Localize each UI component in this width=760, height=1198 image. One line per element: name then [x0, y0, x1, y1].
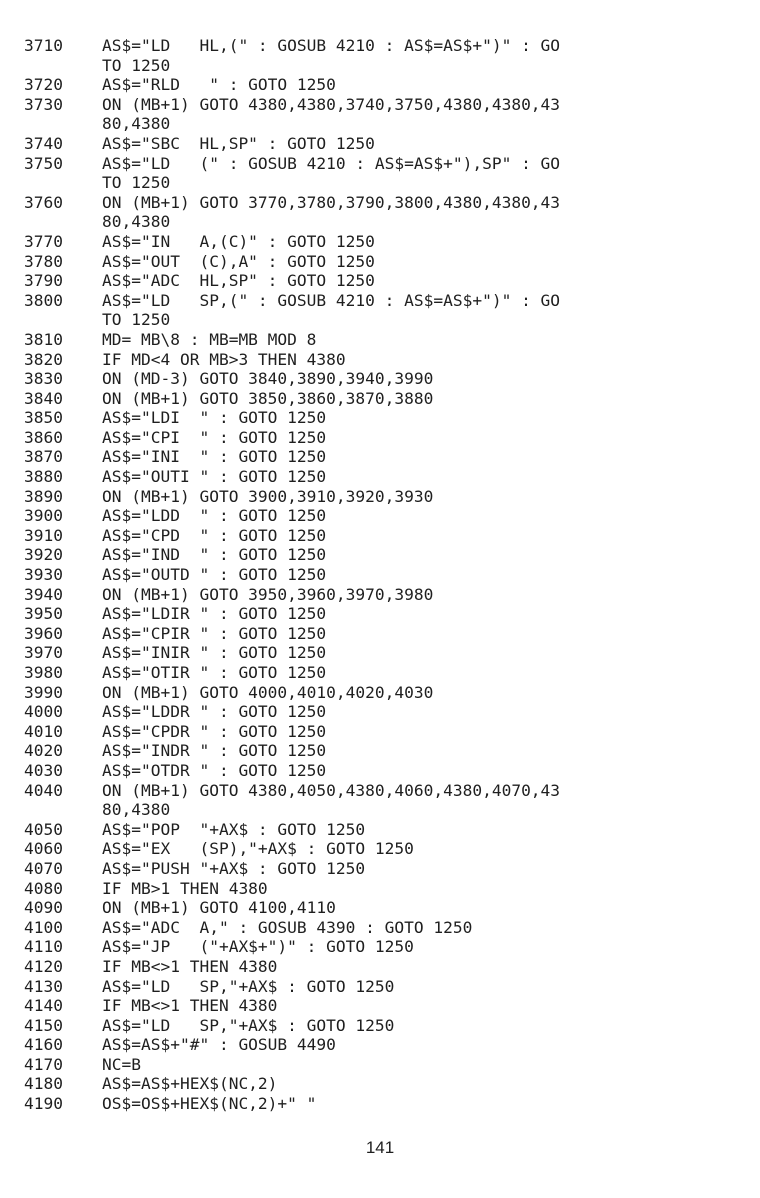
- line-code: AS$="POP "+AX$ : GOTO 1250: [102, 819, 366, 839]
- code-line: [24, 663, 724, 683]
- line-code: AS$="OTIR " : GOTO 1250: [102, 663, 327, 682]
- code-line: [24, 506, 724, 526]
- line-code: AS$="RLD " : GOTO 1250: [102, 75, 336, 95]
- line-number: 3950: [24, 604, 63, 624]
- code-line: [24, 330, 724, 350]
- line-code: ON (MB+1) GOTO 3900,3910,3920,3930: [102, 486, 434, 506]
- code-line: [24, 1016, 724, 1036]
- line-number: 4160: [24, 1035, 63, 1055]
- line-number: 3740: [24, 133, 63, 153]
- line-code: AS$="LD (" : GOSUB 4210 : AS$=AS$+"),SP" : GO: [102, 153, 561, 173]
- line-number: 3860: [24, 427, 63, 447]
- line-code: 80,4380: [102, 114, 171, 134]
- code-line: [24, 741, 724, 761]
- line-code: AS$="EX (SP),"+AX$ : GOTO 1250: [102, 839, 414, 859]
- line-number: 3940: [24, 584, 63, 604]
- line-code: ON (MB+1) GOTO 3950,3960,3970,3980: [102, 584, 434, 604]
- line-code: AS$="IND " : GOTO 1250: [102, 545, 327, 565]
- line-code: AS$="IN A,(C)" : GOTO 1250: [102, 231, 375, 251]
- page-number: 141: [365, 1138, 395, 1157]
- code-line: [24, 75, 724, 95]
- line-code: 80,4380: [102, 800, 171, 820]
- code-line: [24, 820, 724, 840]
- code-line: [24, 859, 724, 879]
- line-number: 4040: [24, 780, 63, 800]
- line-number: 4000: [24, 702, 63, 722]
- code-line-continuation: [24, 173, 724, 193]
- line-code: AS$="INIR " : GOTO 1250: [102, 643, 327, 663]
- line-code: AS$="INDR " : GOTO 1250: [102, 741, 327, 761]
- code-line: [24, 95, 724, 115]
- code-line: [24, 134, 724, 154]
- line-code: TO 1250: [102, 173, 171, 193]
- code-line: [24, 428, 724, 448]
- line-number: 4110: [24, 937, 63, 957]
- code-line: [24, 604, 724, 624]
- code-line: [24, 565, 724, 585]
- line-number: 3830: [24, 369, 63, 389]
- line-code: AS$="ADC A," : GOSUB 4390 : GOTO 1250: [102, 917, 473, 937]
- code-line: [24, 467, 724, 487]
- line-number: 3880: [24, 467, 63, 487]
- line-number: 3870: [24, 447, 63, 467]
- line-code: AS$="LDIR " : GOTO 1250: [102, 604, 327, 624]
- line-code: MD= MB\8 : MB=MB MOD 8: [102, 329, 317, 349]
- code-line: [24, 722, 724, 742]
- code-line: [24, 918, 724, 938]
- line-number: 3890: [24, 486, 63, 506]
- line-number: 3980: [24, 663, 63, 682]
- line-number: 3820: [24, 349, 63, 369]
- line-code: ON (MB+1) GOTO 3850,3860,3870,3880: [102, 388, 434, 408]
- code-line: [24, 369, 724, 389]
- line-code: IF MD<4 OR MB>3 THEN 4380: [102, 349, 346, 369]
- code-line: [24, 232, 724, 252]
- code-line: [24, 408, 724, 428]
- code-line: [24, 702, 724, 722]
- line-number: 3760: [24, 192, 63, 212]
- line-code: ON (MB+1) GOTO 4380,4380,3740,3750,4380,4380,43: [102, 94, 561, 114]
- code-line: [24, 193, 724, 213]
- line-number: 3710: [24, 36, 63, 55]
- code-line: [24, 389, 724, 409]
- line-code: IF MB>1 THEN 4380: [102, 878, 268, 898]
- line-code: IF MB<>1 THEN 4380: [102, 956, 278, 976]
- code-line: [24, 526, 724, 546]
- line-number: 4030: [24, 760, 63, 780]
- line-number: 4120: [24, 956, 63, 976]
- code-line: [24, 252, 724, 272]
- line-number: 3960: [24, 623, 63, 643]
- line-code: AS$="LD HL,(" : GOSUB 4210 : AS$=AS$+")" : GO: [102, 36, 561, 55]
- line-code: AS$="LD SP,"+AX$ : GOTO 1250: [102, 1015, 395, 1035]
- line-number: 4010: [24, 721, 63, 741]
- line-number: 3730: [24, 94, 63, 114]
- line-code: AS$="CPI " : GOTO 1250: [102, 427, 327, 447]
- code-line-continuation: [24, 114, 724, 134]
- line-number: 4180: [24, 1074, 63, 1094]
- line-number: 3840: [24, 388, 63, 408]
- code-line-continuation: [24, 56, 724, 76]
- code-line: [24, 898, 724, 918]
- code-line: [24, 154, 724, 174]
- line-code: 80,4380: [102, 212, 171, 232]
- line-number: 3900: [24, 506, 63, 526]
- code-line: [24, 487, 724, 507]
- line-number: 3810: [24, 329, 63, 349]
- line-number: 3770: [24, 231, 63, 251]
- line-code: AS$=AS$+HEX$(NC,2): [102, 1074, 278, 1094]
- code-line: [24, 937, 724, 957]
- line-number: 3780: [24, 251, 63, 271]
- line-code: IF MB<>1 THEN 4380: [102, 996, 278, 1016]
- code-line: [24, 1055, 724, 1075]
- code-line: [24, 1094, 724, 1114]
- line-number: 3910: [24, 525, 63, 545]
- code-line: [24, 996, 724, 1016]
- line-number: 4020: [24, 741, 63, 761]
- line-code: AS$="JP ("+AX$+")" : GOTO 1250: [102, 937, 414, 957]
- line-number: 3720: [24, 75, 63, 95]
- code-line: [24, 36, 724, 56]
- line-code: AS$="LDD " : GOTO 1250: [102, 506, 327, 526]
- code-line: [24, 350, 724, 370]
- code-line-continuation: [24, 310, 724, 330]
- line-number: 3790: [24, 271, 63, 291]
- line-code: AS$=AS$+"#" : GOSUB 4490: [102, 1035, 336, 1055]
- line-code: TO 1250: [102, 55, 171, 75]
- line-code: ON (MD-3) GOTO 3840,3890,3940,3990: [102, 369, 434, 389]
- line-number: 3990: [24, 682, 63, 702]
- code-line-continuation: [24, 800, 724, 820]
- line-number: 3920: [24, 545, 63, 565]
- code-line: [24, 1074, 724, 1094]
- code-line-continuation: [24, 212, 724, 232]
- line-code: TO 1250: [102, 310, 171, 330]
- line-code: ON (MB+1) GOTO 4380,4050,4380,4060,4380,4070,43: [102, 780, 561, 800]
- line-number: 3800: [24, 290, 63, 310]
- line-code: AS$="PUSH "+AX$ : GOTO 1250: [102, 858, 366, 878]
- code-line: [24, 761, 724, 781]
- line-code: AS$="OUTD " : GOTO 1250: [102, 565, 327, 585]
- line-code: AS$="LDI " : GOTO 1250: [102, 408, 327, 428]
- line-number: 4140: [24, 996, 63, 1016]
- code-line: [24, 447, 724, 467]
- code-line: [24, 291, 724, 311]
- line-code: AS$="CPDR " : GOTO 1250: [102, 721, 327, 741]
- line-code: AS$="LD SP,"+AX$ : GOTO 1250: [102, 976, 395, 996]
- line-code: AS$="CPIR " : GOTO 1250: [102, 623, 327, 643]
- line-code: AS$="INI " : GOTO 1250: [102, 447, 327, 467]
- line-code: AS$="CPD " : GOTO 1250: [102, 525, 327, 545]
- code-line: [24, 545, 724, 565]
- code-line: [24, 643, 724, 663]
- line-number: 4190: [24, 1094, 63, 1114]
- code-line: [24, 879, 724, 899]
- line-code: AS$="LD SP,(" : GOSUB 4210 : AS$=AS$+")" : GO: [102, 290, 561, 310]
- code-line: [24, 683, 724, 703]
- code-line: [24, 624, 724, 644]
- line-number: 4070: [24, 858, 63, 878]
- line-code: ON (MB+1) GOTO 4000,4010,4020,4030: [102, 682, 434, 702]
- line-number: 4090: [24, 898, 63, 918]
- line-number: 4050: [24, 819, 63, 839]
- line-number: 4170: [24, 1054, 63, 1074]
- code-line: [24, 585, 724, 605]
- line-number: 4130: [24, 976, 63, 996]
- line-number: 4080: [24, 878, 63, 898]
- line-code: AS$="ADC HL,SP" : GOTO 1250: [102, 271, 375, 291]
- line-code: AS$="OTDR " : GOTO 1250: [102, 760, 327, 780]
- code-line: [24, 781, 724, 801]
- line-number: 3970: [24, 643, 63, 663]
- line-code: AS$="LDDR " : GOTO 1250: [102, 702, 327, 722]
- line-number: 4150: [24, 1015, 63, 1035]
- line-code: AS$="OUT (C),A" : GOTO 1250: [102, 251, 375, 271]
- line-code: ON (MB+1) GOTO 4100,4110: [102, 898, 336, 918]
- code-line: [24, 957, 724, 977]
- line-number: 3750: [24, 153, 63, 173]
- code-line: [24, 1035, 724, 1055]
- line-code: NC=B: [102, 1054, 141, 1074]
- basic-program-listing: [24, 36, 724, 1114]
- code-line: [24, 839, 724, 859]
- line-code: OS$=OS$+HEX$(NC,2)+" ": [102, 1094, 317, 1114]
- line-code: AS$="SBC HL,SP" : GOTO 1250: [102, 133, 375, 153]
- line-code: ON (MB+1) GOTO 3770,3780,3790,3800,4380,4380,43: [102, 192, 561, 212]
- line-number: 3930: [24, 565, 63, 585]
- code-line: [24, 977, 724, 997]
- line-number: 3850: [24, 408, 63, 428]
- line-code: AS$="OUTI " : GOTO 1250: [102, 467, 327, 487]
- line-number: 4100: [24, 917, 63, 937]
- line-number: 4060: [24, 839, 63, 859]
- code-line: [24, 271, 724, 291]
